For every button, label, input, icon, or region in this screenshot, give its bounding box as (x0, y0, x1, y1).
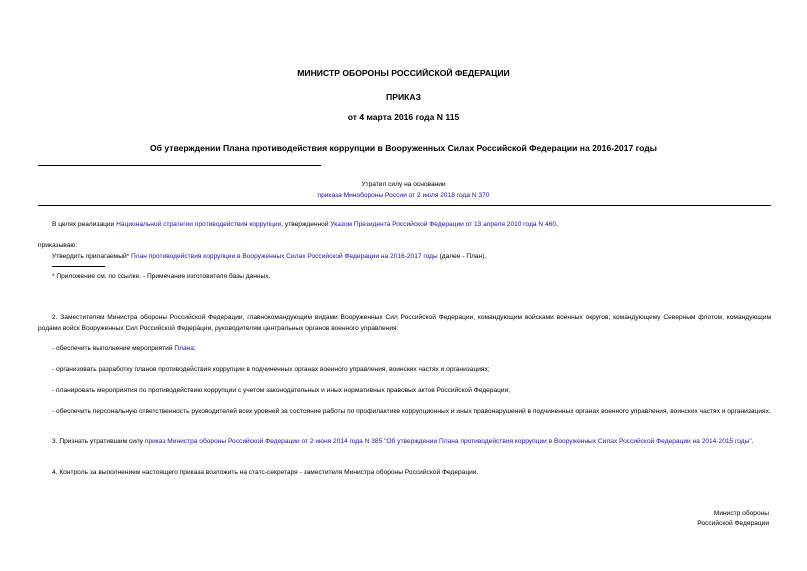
bullet-4: - обеспечить персональную ответственность руководителей всех уровней за состояние работы по профилактике коррупционных и иных правонарушений в подчиненных органах военного управления, воинских частях и организациях. (52, 408, 771, 415)
divider (38, 205, 771, 206)
document-date-number: от 4 марта 2016 года N 115 (347, 112, 460, 122)
footnote: * Приложение см. по ссылке. - Примечание изготовителя базы данных. (52, 273, 271, 280)
divider (38, 165, 321, 166)
strategy-link[interactable]: Национальной стратегии противодействия коррупции (116, 221, 282, 228)
document-title: Об утверждении Плана противодействия коррупции в Вооруженных Силах Российской Федерации на 2016-2017 годы (149, 143, 658, 153)
item-3-text: . (751, 438, 754, 445)
signature-title: Министр обороны (713, 510, 769, 517)
status-link[interactable]: приказа Минобороны России от 2 июля 2018 года N 370 (317, 192, 490, 199)
item-1-text: Утвердить прилагаемый* (52, 253, 132, 260)
preamble-text: , (556, 221, 558, 228)
bullet-3: - планировать мероприятия по противодействию коррупции с учетом законодательных и иных нормативных правовых актов Российской Федерации; (52, 387, 511, 394)
document-type: ПРИКАЗ (386, 92, 421, 102)
plan-link[interactable]: Плана (174, 345, 194, 352)
preamble-text: , утвержденной (281, 221, 331, 228)
bullet-text: ; (193, 345, 196, 352)
repealed-order-link[interactable]: приказ Министра обороны Российской Федерации от 2 июня 2014 года N 385 "Об утверждении Плана противодействия коррупции в Вооруженных Силах Российской Федерации на 2014-2015 годы" (144, 438, 752, 445)
item-4: 4. Контроль за выполнением настоящего приказа возложить на статс-секретаря - заместителя Министра обороны Российской Федерации. (52, 469, 479, 476)
item-3-text: 3. Признать утратившим силу (52, 438, 145, 445)
signature-country: Российской Федерации (697, 520, 769, 527)
preamble-text: В целях реализации (52, 221, 117, 228)
item-3 (38, 436, 771, 447)
item-2: 2. Заместителям Министра обороны Российской Федерации, главнокомандующим видами Вооруженных Сил Российской Федерации, командующим войсками военных округов, командующему Северным флотом, командующим родами войск Вооруженных Сил Российской Федерации, руководителям центральных органов военного управления: (38, 314, 771, 332)
decree-link[interactable]: Указом Президента Российской Федерации от 13 апреля 2010 года N 460 (330, 221, 557, 228)
orders-word: приказываю: (38, 242, 78, 249)
bullet-1 (52, 343, 196, 354)
status-note: Утратил силу на основании (361, 181, 446, 188)
bullet-2: - организовать разработку планов противодействия коррупции в подчиненных органах военного управления, воинских частях и организациях; (52, 366, 490, 373)
item-1 (52, 251, 486, 262)
bullet-text: - обеспечить выполнение мероприятий (52, 345, 175, 352)
footnote-divider (52, 266, 105, 267)
item-1-text: (далее - План). (437, 253, 487, 260)
preamble-paragraph (52, 219, 558, 230)
issuer-heading: МИНИСТР ОБОРОНЫ РОССИЙСКОЙ ФЕДЕРАЦИИ (297, 68, 510, 78)
plan-link[interactable]: План противодействия коррупции в Вооруженных Силах Российской Федерации на 2016-2017 годы (131, 253, 438, 260)
